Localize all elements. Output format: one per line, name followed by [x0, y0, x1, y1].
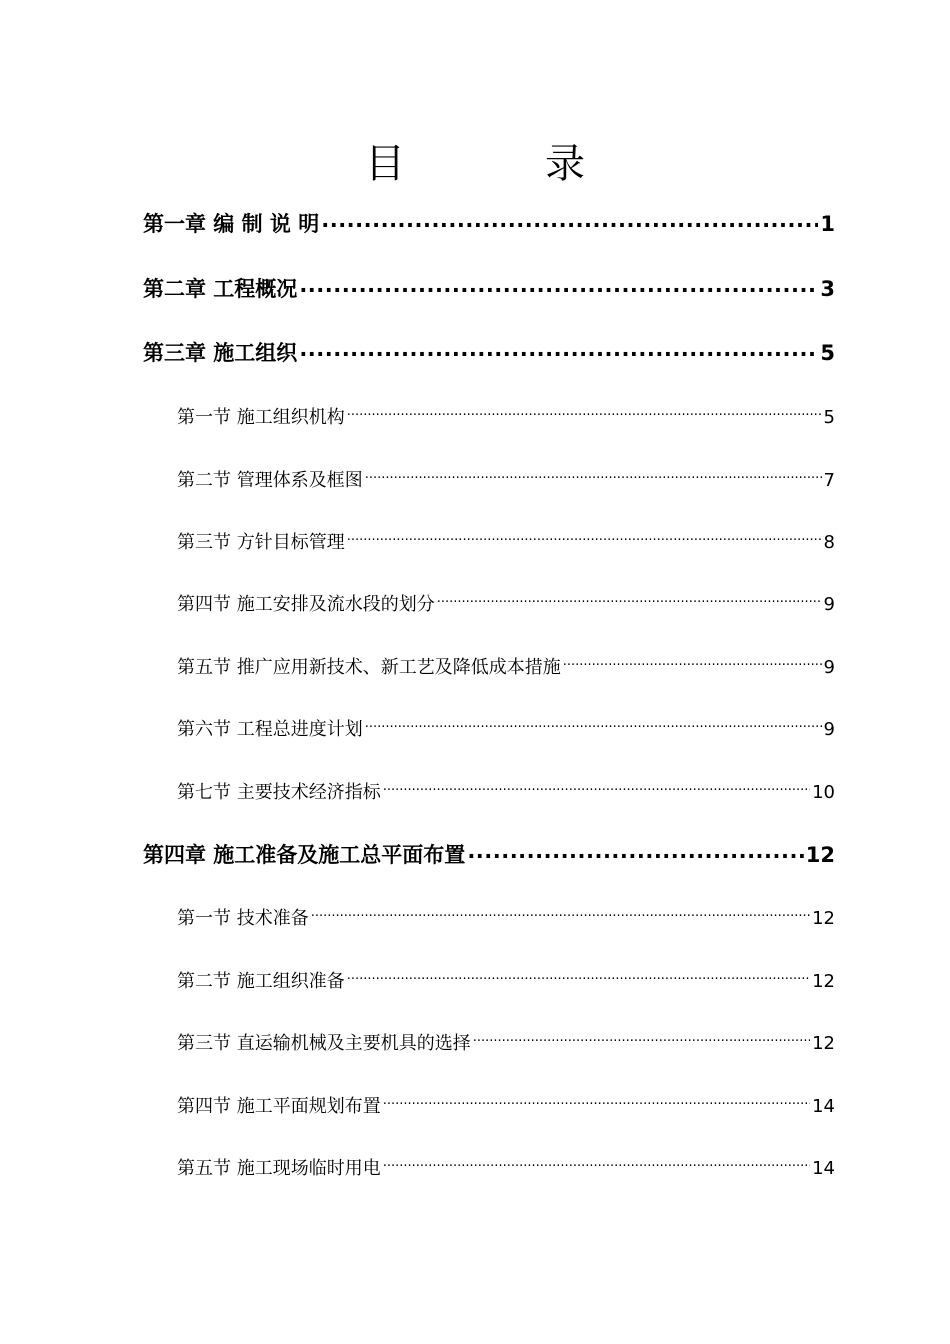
toc-entry-label: 第四章 施工准备及施工总平面布置: [143, 843, 466, 867]
toc-entry-label: 第二章 工程概况: [143, 277, 298, 301]
toc-title: 目 录: [365, 141, 635, 187]
toc-entry-label: 第一章 编 制 说 明: [143, 212, 320, 236]
toc-entry-label: 第三节 直运输机械及主要机具的选择: [177, 1033, 471, 1054]
toc-entry-label: 第三节 方针目标管理: [177, 532, 345, 553]
toc-dot-leader: [299, 339, 818, 360]
toc-dot-leader: [347, 969, 810, 987]
toc-page-number: 12: [812, 971, 835, 992]
toc-entry[interactable]: [143, 275, 835, 303]
toc-dot-leader: [383, 1156, 810, 1174]
toc-entry[interactable]: [143, 210, 835, 238]
toc-dot-leader: [437, 592, 822, 610]
toc-entry-label: 第四节 施工安排及流水段的划分: [177, 594, 435, 615]
toc-page-number: 12: [812, 908, 835, 929]
toc-dot-leader: [383, 780, 810, 798]
toc-entry-label: 第二节 管理体系及框图: [177, 470, 363, 491]
toc-entry[interactable]: [177, 592, 835, 618]
toc-page-number: 5: [823, 407, 835, 428]
toc-entry[interactable]: [177, 1031, 835, 1057]
toc-page-number: 14: [812, 1096, 835, 1117]
toc-entry-label: 第五节 推广应用新技术、新工艺及降低成本措施: [177, 657, 561, 678]
toc-entry-label: 第一节 技术准备: [177, 908, 309, 929]
toc-page-number: 12: [805, 843, 835, 867]
toc-page-number: 12: [812, 1033, 835, 1054]
toc-entry[interactable]: [177, 530, 835, 556]
toc-entry[interactable]: [177, 717, 835, 743]
toc-page-number: 7: [823, 470, 835, 491]
toc-page-number: 9: [823, 594, 835, 615]
toc-entry-label: 第七节 主要技术经济指标: [177, 782, 381, 803]
toc-entry-label: 第三章 施工组织: [143, 341, 298, 365]
toc-dot-leader: [467, 841, 803, 862]
toc-entry[interactable]: [177, 405, 835, 431]
toc-entry-label: 第一节 施工组织机构: [177, 407, 345, 428]
toc-entry[interactable]: [143, 339, 835, 367]
toc-page-number: 5: [820, 341, 835, 365]
toc-page-number: 10: [812, 782, 835, 803]
toc-dot-leader: [563, 655, 822, 673]
toc-entry[interactable]: [177, 969, 835, 995]
toc-dot-leader: [365, 717, 822, 735]
toc-page-number: 8: [823, 532, 835, 553]
toc-dot-leader: [347, 405, 822, 423]
toc-entry-label: 第二节 施工组织准备: [177, 971, 345, 992]
toc-dot-leader: [321, 210, 818, 231]
toc-entry[interactable]: [143, 841, 835, 869]
toc-page-number: 9: [823, 657, 835, 678]
toc-page-number: 1: [820, 212, 835, 236]
toc-entry[interactable]: [177, 1094, 835, 1120]
toc-entry-label: 第四节 施工平面规划布置: [177, 1096, 381, 1117]
toc-entry[interactable]: [177, 1156, 835, 1182]
toc-page-number: 14: [812, 1158, 835, 1179]
toc-dot-leader: [299, 275, 818, 296]
toc-entry[interactable]: [177, 780, 835, 806]
toc-dot-leader: [365, 468, 822, 486]
toc-entry-label: 第六节 工程总进度计划: [177, 719, 363, 740]
toc-entry[interactable]: [177, 906, 835, 932]
toc-dot-leader: [347, 530, 822, 548]
toc-dot-leader: [473, 1031, 810, 1049]
toc-entry[interactable]: [177, 468, 835, 494]
toc-page-number: 9: [823, 719, 835, 740]
toc-dot-leader: [383, 1094, 810, 1112]
toc-dot-leader: [311, 906, 810, 924]
toc-page-number: 3: [820, 277, 835, 301]
toc-entry-label: 第五节 施工现场临时用电: [177, 1158, 381, 1179]
toc-entry[interactable]: [177, 655, 835, 681]
